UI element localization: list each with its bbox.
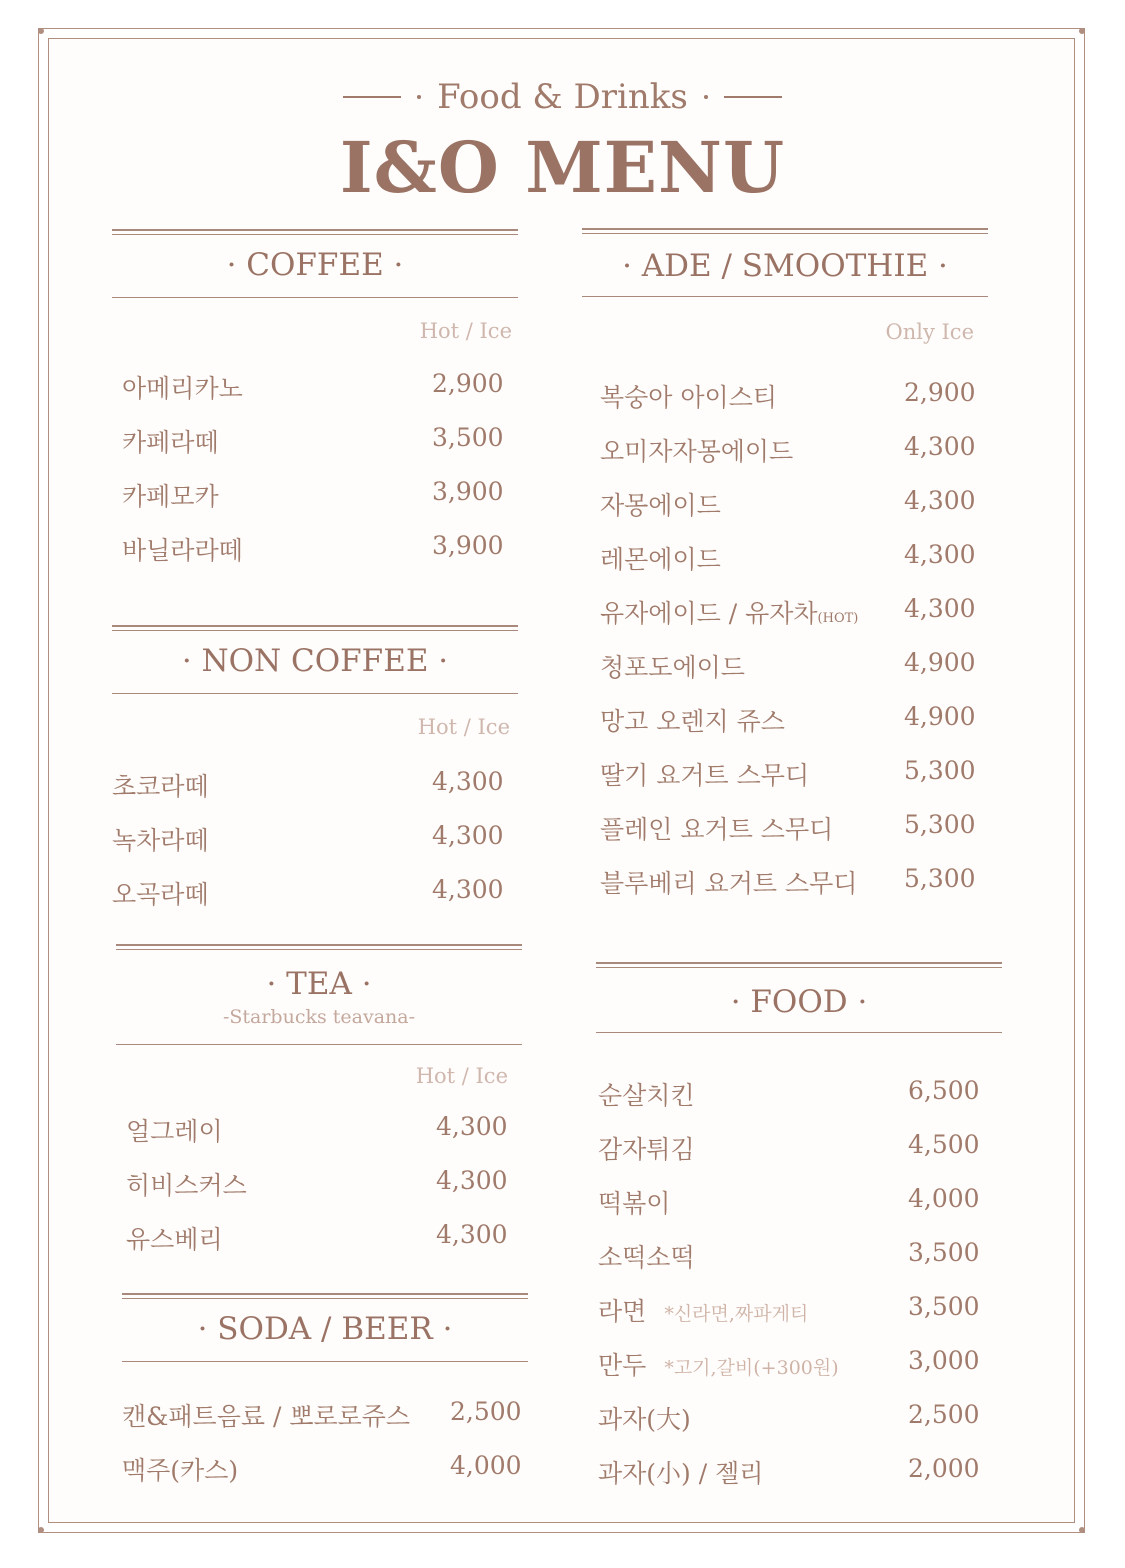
list-item [600, 648, 988, 684]
item-price: 4,300 [904, 486, 976, 515]
section-rule [116, 1044, 522, 1045]
item-list [598, 1076, 1002, 1496]
item-price: 4,500 [908, 1130, 980, 1159]
list-item [600, 486, 988, 522]
list-item [126, 1220, 522, 1256]
list-item [598, 1076, 1002, 1112]
item-name: 딸기 요거트 스무디 [600, 761, 810, 790]
list-item [600, 540, 988, 576]
section-coffee [112, 229, 518, 569]
list-item [600, 594, 988, 630]
section-title: · FOOD · [730, 984, 868, 1020]
list-item [600, 432, 988, 468]
item-note: *신라면,짜파게티 [664, 1303, 809, 1325]
column-header: Hot / Ice [419, 319, 512, 343]
item-price: 2,500 [908, 1400, 980, 1429]
menu-header [0, 74, 1125, 208]
item-list [122, 369, 518, 569]
section-non-coffee [112, 625, 518, 915]
column-header: Hot / Ice [417, 715, 510, 739]
item-list [600, 378, 988, 908]
item-name: 망고 오렌지 쥬스 [600, 707, 785, 736]
list-item [598, 1184, 1002, 1220]
item-price: 3,500 [432, 423, 504, 452]
item-price: 4,300 [436, 1166, 508, 1195]
item-name: 맥주(카스) [122, 1456, 239, 1485]
section-tea [116, 944, 522, 1264]
corner-ornament [38, 28, 44, 34]
item-name: 오미자자몽에이드 [600, 437, 794, 466]
corner-ornament [38, 1527, 44, 1533]
item-price: 4,300 [904, 594, 976, 623]
item-price: 4,300 [904, 540, 976, 569]
item-price: 4,300 [432, 875, 504, 904]
item-name: 초코라떼 [112, 772, 209, 801]
list-item [598, 1400, 1002, 1436]
section-title: · COFFEE · [226, 247, 404, 283]
item-price: 3,900 [432, 477, 504, 506]
item-price: 4,900 [904, 648, 976, 677]
item-name: 플레인 요거트 스무디 [600, 815, 834, 844]
item-price: 3,500 [908, 1292, 980, 1321]
item-price: 4,000 [908, 1184, 980, 1213]
list-item [122, 369, 518, 405]
section-subtitle: -Starbucks teavana- [222, 1006, 416, 1028]
item-name: 아메리카노 [122, 374, 243, 403]
list-item [122, 477, 518, 513]
item-list [126, 1112, 522, 1262]
item-name: 자몽에이드 [600, 491, 721, 520]
item-price: 5,300 [904, 756, 976, 785]
item-price: 3,000 [908, 1346, 980, 1375]
item-name: 녹차라떼 [112, 826, 209, 855]
menu-title: I&O MENU [339, 126, 786, 209]
section-rule [582, 296, 988, 297]
item-price: 5,300 [904, 864, 976, 893]
section-ade-smoothie [582, 228, 988, 908]
list-item [598, 1346, 1002, 1382]
section-soda-beer [122, 1293, 528, 1493]
item-name: 과자(大) [598, 1405, 691, 1434]
section-title: · ADE / SMOOTHIE · [622, 248, 948, 284]
header-subtitle: Food & Drinks [437, 77, 688, 117]
decorative-line [343, 96, 401, 98]
decorative-dot [704, 95, 708, 99]
item-name-text: 만두 [598, 1351, 647, 1380]
item-name: 소떡소떡 [598, 1243, 695, 1272]
item-note: *고기,갈비(+300원) [664, 1357, 839, 1379]
item-name [598, 1292, 808, 1328]
list-item [112, 821, 518, 857]
item-name: 블루베리 요거트 스무디 [600, 869, 858, 898]
corner-ornament [1079, 1527, 1085, 1533]
item-price: 5,300 [904, 810, 976, 839]
double-rule [122, 1293, 528, 1299]
section-title: · TEA · [266, 966, 372, 1002]
list-item [600, 810, 988, 846]
item-name: 카페라떼 [122, 428, 219, 457]
list-item [600, 864, 988, 900]
item-price: 3,900 [432, 531, 504, 560]
section-rule [112, 693, 518, 694]
item-price: 2,000 [908, 1454, 980, 1483]
item-name: 복숭아 아이스티 [600, 383, 777, 412]
item-price: 4,300 [436, 1220, 508, 1249]
item-price: 2,500 [450, 1397, 522, 1426]
item-price: 4,300 [432, 821, 504, 850]
item-name-text: 라면 [598, 1297, 647, 1326]
item-name: 순살치킨 [598, 1081, 695, 1110]
list-item [598, 1292, 1002, 1328]
item-name: 떡볶이 [598, 1189, 671, 1218]
list-item [600, 378, 988, 414]
list-item [112, 767, 518, 803]
item-price: 4,000 [450, 1451, 522, 1480]
item-price: 2,900 [432, 369, 504, 398]
list-item [126, 1112, 522, 1148]
decorative-dot [417, 95, 421, 99]
item-name: 레몬에이드 [600, 545, 721, 574]
hot-tag: (HOT) [817, 611, 859, 626]
item-name: 오곡라떼 [112, 880, 209, 909]
double-rule [116, 944, 522, 950]
column-header: Only Ice [885, 320, 974, 344]
list-item [112, 875, 518, 911]
item-name: 바닐라라떼 [122, 536, 243, 565]
list-item [600, 702, 988, 738]
item-name: 카페모카 [122, 482, 219, 511]
item-name: 히비스커스 [126, 1171, 247, 1200]
item-name: 얼그레이 [126, 1117, 223, 1146]
list-item [598, 1454, 1002, 1490]
corner-ornament [1079, 28, 1085, 34]
item-name [598, 1346, 839, 1382]
section-rule [112, 297, 518, 298]
list-item [122, 423, 518, 459]
item-name: 캔&패트음료 / 뽀로로쥬스 [122, 1402, 411, 1431]
item-name-text: 유자에이드 / 유자차 [600, 599, 818, 628]
item-list [122, 1397, 528, 1497]
list-item [122, 1451, 528, 1487]
section-rule [596, 1032, 1002, 1033]
section-rule [122, 1361, 528, 1362]
item-price: 4,300 [904, 432, 976, 461]
header-subtitle-row [0, 74, 1125, 120]
item-name: 과자(小) / 젤리 [598, 1459, 764, 1488]
item-name: 청포도에이드 [600, 653, 745, 682]
item-name: 유스베리 [126, 1225, 223, 1254]
list-item [122, 531, 518, 567]
item-name [600, 594, 858, 630]
item-price: 2,900 [904, 378, 976, 407]
item-price: 4,300 [436, 1112, 508, 1141]
section-food [596, 962, 1002, 1502]
double-rule [112, 625, 518, 631]
double-rule [582, 228, 988, 234]
item-price: 3,500 [908, 1238, 980, 1267]
decorative-line [724, 96, 782, 98]
list-item [598, 1238, 1002, 1274]
section-title: · NON COFFEE · [181, 643, 449, 679]
item-price: 4,300 [432, 767, 504, 796]
list-item [598, 1130, 1002, 1166]
list-item [600, 756, 988, 792]
double-rule [112, 229, 518, 235]
list-item [122, 1397, 528, 1433]
item-name: 감자튀김 [598, 1135, 695, 1164]
section-title: · SODA / BEER · [197, 1311, 453, 1347]
item-price: 4,900 [904, 702, 976, 731]
item-price: 6,500 [908, 1076, 980, 1105]
item-list [112, 767, 518, 917]
column-header: Hot / Ice [415, 1064, 508, 1088]
double-rule [596, 962, 1002, 968]
list-item [126, 1166, 522, 1202]
